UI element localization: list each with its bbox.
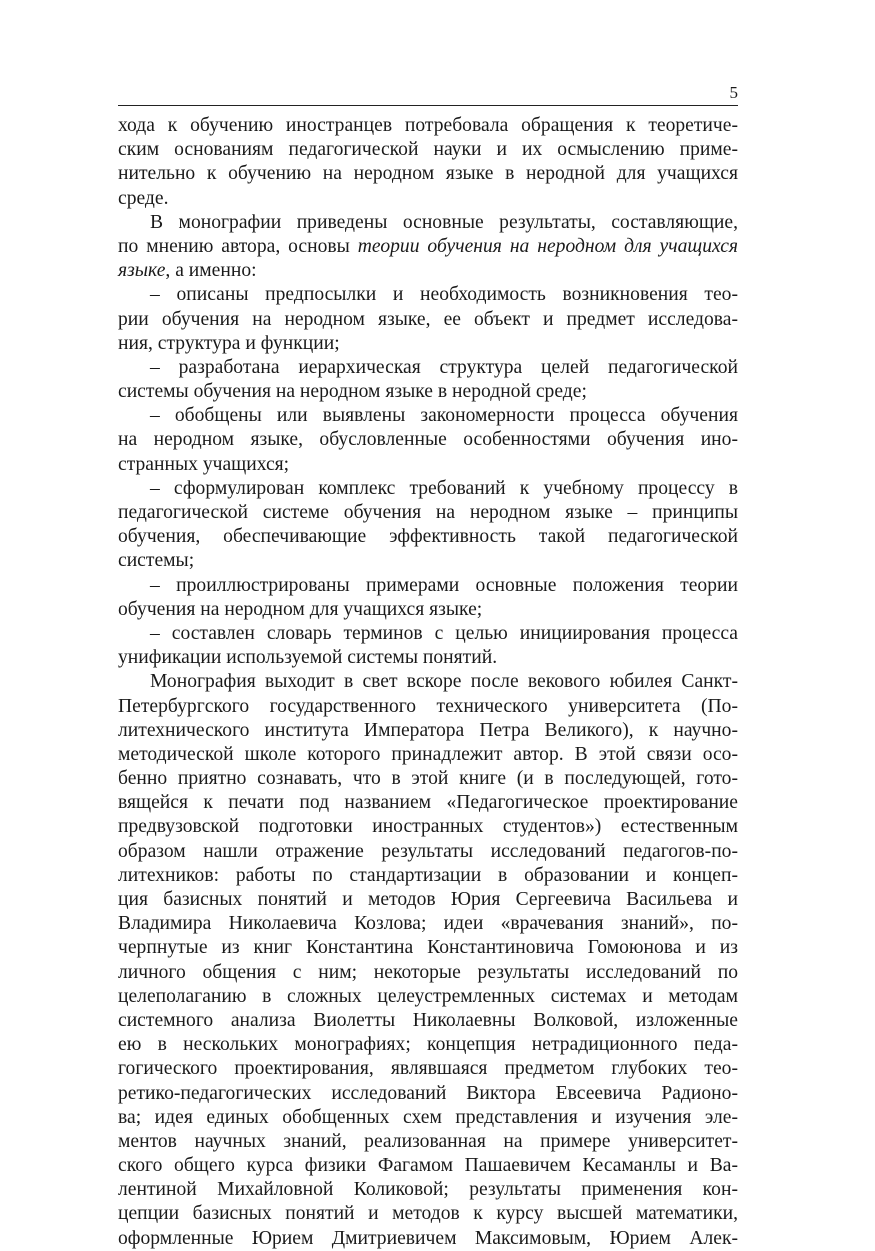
text-line: Владимира Николаевича Козлова; идеи «врачевания знаний», по- <box>118 913 738 935</box>
text-line: Петербургского государственного технического университета (По- <box>118 695 738 717</box>
list-item-line: – обобщены или выявлены закономерности процесса обучения <box>150 405 738 427</box>
text-line: оформленные Юрием Дмитриевичем Максимовым, Юрием Алек- <box>118 1227 738 1249</box>
text-line: литехников: работы по стандартизации в образовании и концеп- <box>118 864 738 886</box>
list-item-line: системы обучения на неродном языке в неродной среде; <box>118 381 587 403</box>
list-item-line: – описаны предпосылки и необходимость возникновения тео- <box>150 284 738 306</box>
text-line: ва; идея единых обобщенных схем представления и изучения эле- <box>118 1106 738 1128</box>
text-line: хода к обучению иностранцев потребовала обращения к теоретиче- <box>118 115 738 136</box>
list-item-line: системы; <box>118 550 195 572</box>
text-line: цепции базисных понятий и методов к курсу высшей математики, <box>118 1203 738 1225</box>
list-item-line: унификации используемой системы понятий. <box>118 647 498 669</box>
text-line: литехнического института Императора Петра Великого), к научно- <box>118 719 738 741</box>
text-line: среде. <box>118 187 169 209</box>
emphasized-term: языке <box>118 260 166 282</box>
text-line: ментов научных знаний, реализованная на примере университет- <box>118 1130 738 1152</box>
list-item-line: обучения, обеспечивающие эффективность такой педагогической <box>118 526 738 548</box>
list-item-line: странных учащихся; <box>118 453 290 475</box>
text-run: , а именно: <box>165 260 257 282</box>
text-line: предвузовской подготовки иностранных студентов») естественным <box>118 816 738 838</box>
text-line: методической школе которого принадлежит автор. В этой связи осо- <box>118 743 738 765</box>
list-item-line: – проиллюстрированы примерами основные положения теории <box>150 574 738 596</box>
text-line: системного анализа Виолетты Николаевны Волковой, изложенные <box>118 1009 738 1031</box>
list-item-line: рии обучения на неродном языке, ее объект и предмет исследова- <box>118 308 738 330</box>
text-line: ского общего курса физики Фагамом Пашаевичем Кесаманлы и Ва- <box>118 1155 738 1177</box>
emphasized-term: теории обучения на неродном для учащихся <box>357 235 738 257</box>
list-item-line: на неродном языке, обусловленные особенностями обучения ино- <box>118 429 738 451</box>
text-line: ею в нескольких монографиях; концепция нетрадиционного педа- <box>118 1034 738 1056</box>
text-line: образом нашли отражение результаты исследований педагогов-по- <box>118 840 738 862</box>
text-line: целеполаганию в сложных целеустремленных системах и методам <box>118 985 738 1007</box>
page-number: 5 <box>729 83 738 102</box>
header-rule <box>118 105 738 106</box>
text-line <box>118 259 738 283</box>
text-line: черпнутые из книг Константина Константиновича Гомоюнова и из <box>118 937 738 959</box>
text-line: гогического проектирования, являвшаяся предметом глубоких тео- <box>118 1058 738 1080</box>
text-line: В монографии приведены основные результаты, составляющие, <box>150 211 738 233</box>
list-item-line: – составлен словарь терминов с целью инициирования процесса <box>150 622 738 644</box>
text-line <box>118 235 738 259</box>
text-line: лентиной Михайловной Коликовой; результаты применения кон- <box>118 1179 738 1201</box>
list-item-line: обучения на неродном для учащихся языке; <box>118 598 483 620</box>
text-line: ция базисных понятий и методов Юрия Сергеевича Васильева и <box>118 889 738 910</box>
list-item-line: педагогической системе обучения на неродном языке – принципы <box>118 502 738 523</box>
text-line: ретико-педагогических исследований Виктора Евсеевича Радионо- <box>118 1082 738 1104</box>
list-item-line: – сформулирован комплекс требований к учебному процессу в <box>150 477 738 499</box>
text-line: личного общения с ним; некоторые результаты исследований по <box>118 961 738 983</box>
list-item-line: – разработана иерархическая структура целей педагогической <box>150 356 738 378</box>
text-line: Монография выходит в свет вскоре после векового юбилея Санкт- <box>150 671 738 693</box>
text-line: нительно к обучению на неродном языке в неродной для учащихся <box>118 163 738 185</box>
text-line: вящейся к печати под названием «Педагогическое проектирование <box>118 792 738 814</box>
text-line: бенно приятно сознавать, что в этой книге (и в последующей, гото- <box>118 768 738 790</box>
body-text <box>118 114 738 1251</box>
text-line: ским основаниям педагогической науки и их осмыслению приме- <box>118 139 738 161</box>
list-item-line: ния, структура и функции; <box>118 332 340 354</box>
text-run: по мнению автора, основы <box>118 235 358 257</box>
